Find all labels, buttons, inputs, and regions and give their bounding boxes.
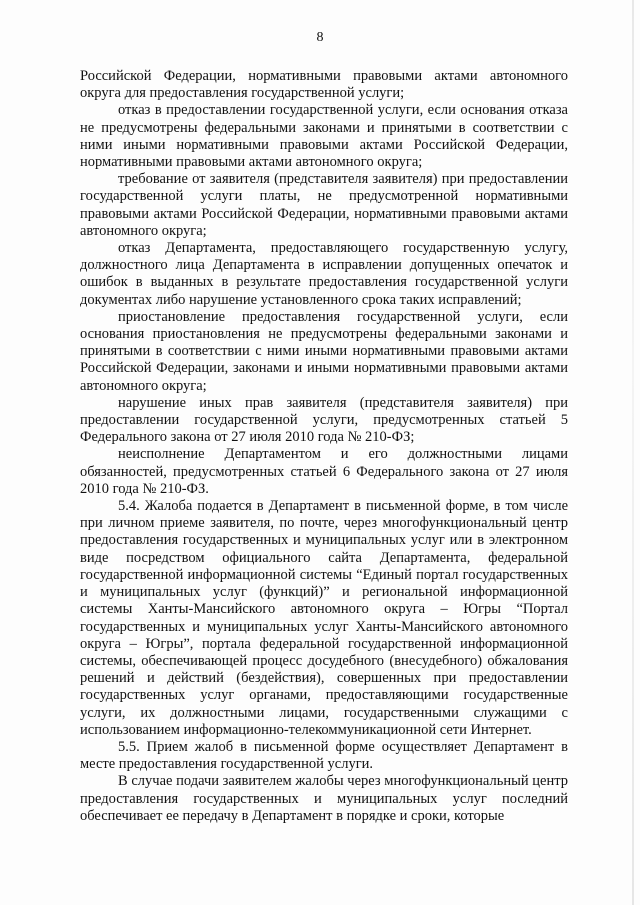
document-body [80,68,568,825]
paragraph: Российской Федерации, нормативными правовыми актами автономного округа для предоставления государственной услуги; [80,68,568,102]
paragraph: 5.5. Прием жалоб в письменной форме осуществляет Департамент в месте предоставления государственной услуги. [80,738,568,773]
paragraph: 5.4. Жалоба подается в Департамент в письменной форме, в том числе при личном приеме заявителя, по почте, через многофункциональный центр предоставления государственных и муниципальных услуг или в электронном виде посредством официального сайта Департамента, федеральной государственной информационной системы “Единый портал государственных и муниципальных услуг (функций)” и региональной информационной системы Ханты-Мансийского автономного округа – Югры “Портал государственных и муниципальных услуг Ханты-Мансийского автономного округа – Югры”, портала федеральной государственной информационной системы, обеспечивающей процесс досудебного (внесудебного) обжалования решений и действий (бездействия), совершенных при предоставлении государственных услуг органами, предоставляющими государственные услуги, их должностными лицами, государственными служащими с использованием информационно-телекоммуникационной сети Интернет. [80,498,568,738]
paragraph: В случае подачи заявителем жалобы через многофункциональный центр предоставления государственных и муниципальных услуг последний обеспечивает ее передачу в Департамент в порядке и сроки, которые [80,773,568,824]
page-number: 8 [316,30,324,45]
paragraph: отказ Департамента, предоставляющего государственную услугу, должностного лица Департамента в исправлении допущенных опечаток и ошибок в выданных в результате предоставления государственной услуги документах либо нарушение установленного срока таких исправлений; [80,240,568,308]
paragraph: требование от заявителя (представителя заявителя) при предоставлении государственной услуги платы, не предусмотренной нормативными правовыми актами Российской Федерации, нормативными правовыми актами автономного округа; [80,171,568,239]
paragraph: неисполнение Департаментом и его должностными лицами обязанностей, предусмотренных статьей 6 Федерального закона от 27 июля 2010 года № 210-ФЗ. [80,446,568,497]
scan-edge [632,0,634,905]
paragraph: нарушение иных прав заявителя (представителя заявителя) при предоставлении государственной услуги, предусмотренных статьей 5 Федерального закона от 27 июля 2010 года № 210-ФЗ; [80,394,568,446]
paragraph: приостановление предоставления государственной услуги, если основания приостановления не предусмотрены федеральными законами и принятыми в соответствии с ними иными нормативными правовыми актами Российской Федерации, законами и иными нормативными правовыми актами автономного округа; [80,308,568,394]
paragraph: отказ в предоставлении государственной услуги, если основания отказа не предусмотрены федеральными законами и принятыми в соответствии с ними иными нормативными правовыми актами Российской Федерации, нормативными правовыми актами автономного округа; [80,102,568,171]
